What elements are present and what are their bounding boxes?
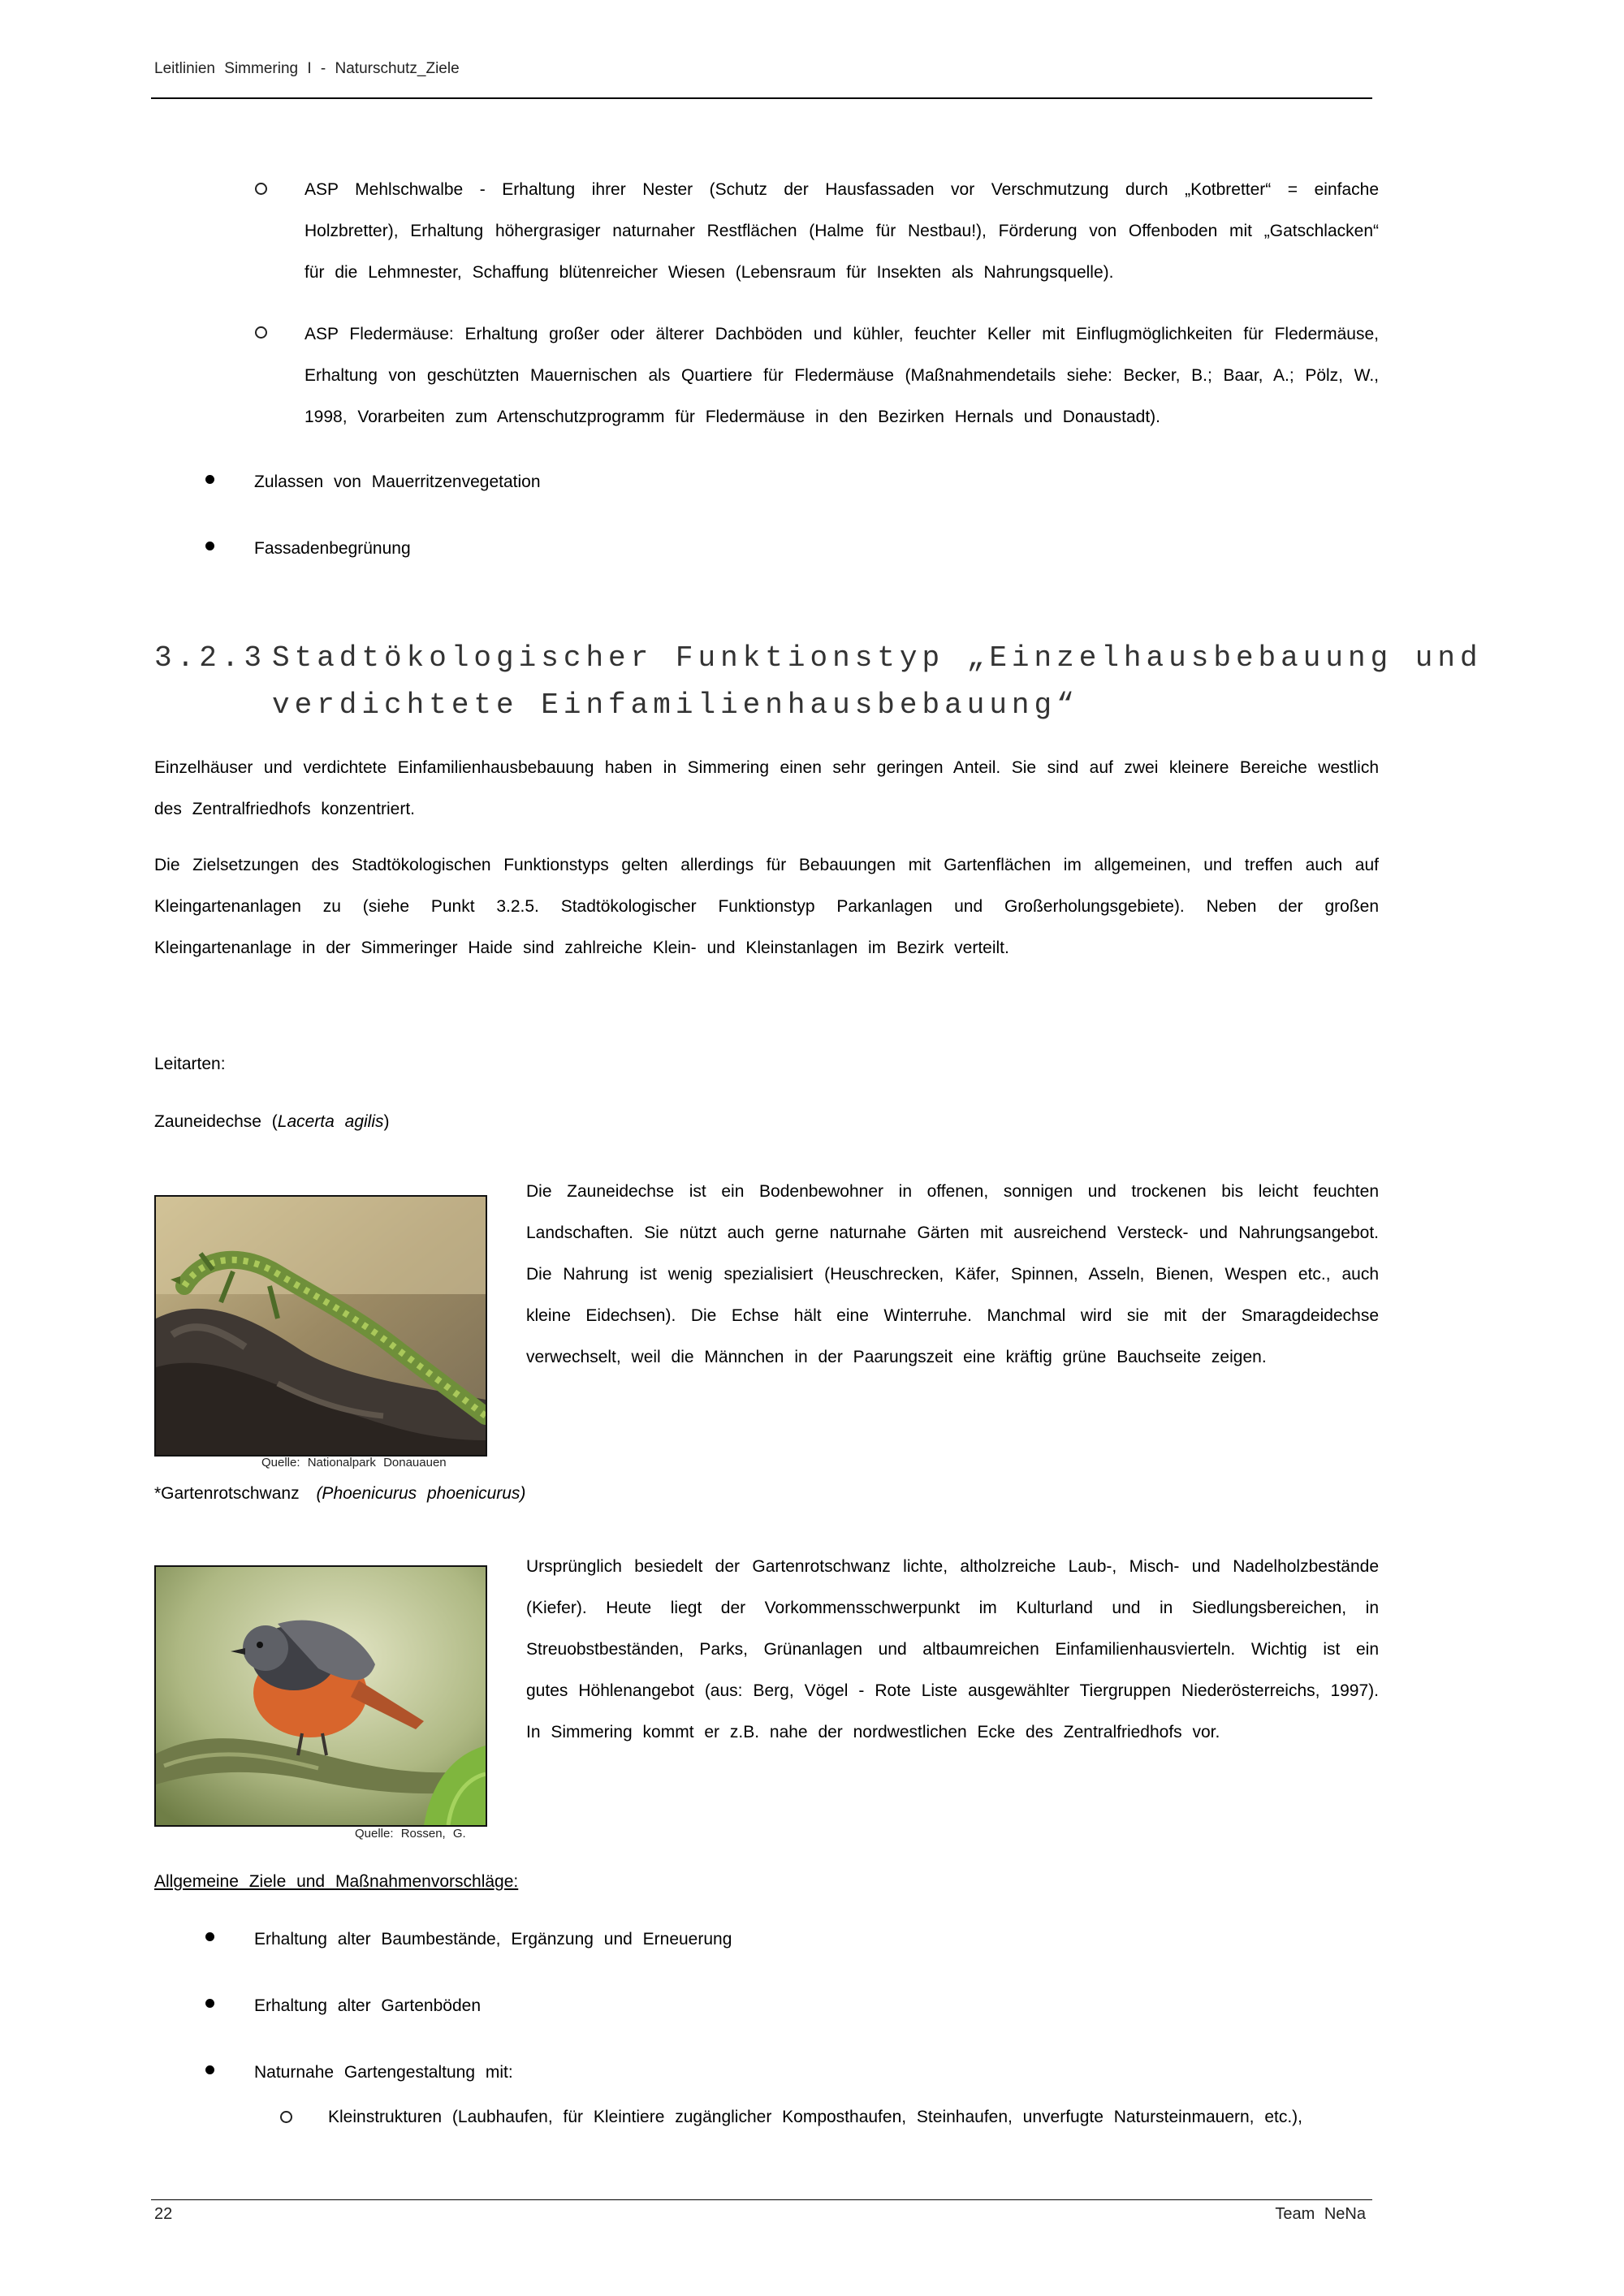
species-title (154, 1484, 525, 1504)
photo-caption: Quelle: Rossen, G. (355, 1827, 466, 1841)
goals-heading: Allgemeine Ziele und Maßnahmenvorschläge: (154, 1872, 519, 1891)
species-name: *Gartenrotschwanz (154, 1484, 300, 1503)
list-item: Erhaltung alter Gartenböden (254, 1996, 482, 2015)
bullet-icon (205, 475, 214, 484)
header-divider (151, 97, 1372, 99)
bullet-icon (205, 2065, 214, 2074)
circle-bullet-icon (255, 326, 267, 339)
species-name: Zauneidechse (154, 1112, 261, 1131)
footer-divider (151, 2199, 1372, 2200)
list-item: Fassadenbegrünung (254, 539, 411, 558)
list-item: ASP Fledermäuse: Erhaltung großer oder älterer Dachböden und kühler, feuchter Keller mit Einflugmöglichkeiten für Fledermäuse, Erhaltung von geschützten Mauernischen als Quartiere für Fledermäuse (Maßnahmendetails siehe: Becker, B.; Baar, A.; Pölz, W., 1998, Vorarbeiten zum Artenschutzprogramm für Fledermäuse in den Bezirken Hernals und Donaustadt). (304, 325, 1379, 426)
paragraph: Einzelhäuser und verdichtete Einfamilienhausbebauung haben in Simmering einen sehr geringen Anteil. Sie sind auf zwei kleinere Bereiche westlich des Zentralfriedhofs konzentriert. (154, 758, 1379, 818)
section-title-continued: verdichtete Einfamilienhausbebauung“ (272, 688, 1079, 722)
list-item: Erhaltung alter Baumbestände, Ergänzung und Erneuerung (254, 1930, 732, 1949)
bullet-icon (205, 1932, 214, 1941)
circle-bullet-icon (255, 183, 267, 195)
section-title: Stadtökologischer Funktionstyp „Einzelhausbebauung und (272, 641, 1483, 675)
list-item: Naturnahe Gartengestaltung mit: (254, 2063, 513, 2082)
paragraph: Die Zielsetzungen des Stadtökologischen Funktionstyps gelten allerdings für Bebauungen mit Gartenflächen im allgemeinen, und treffen auch auf Kleingartenanlagen zu (siehe Punkt 3.2.5. Stadtökologischer Funktionstyp Parkanlagen und Großerholungsgebiete). Neben der großen Kleingartenanlage in der Simmeringer Haide sind zahlreiche Klein- und Kleinstanlagen im Bezirk verteilt. (154, 856, 1379, 957)
page-number: 22 (154, 2205, 173, 2223)
header-title: Leitlinien Simmering I - Naturschutz_Ziele (154, 60, 460, 77)
list-item: ASP Mehlschwalbe - Erhaltung ihrer Nester (Schutz der Hausfassaden vor Verschmutzung durch „Kotbretter“ = einfache Holzbretter), Erhaltung höhergrasiger naturnaher Restflächen (Halme für Nestbau!), Förderung von Offenboden mit „Gatschlacken“ für die Lehmnester, Schaffung blütenreicher Wiesen (Lebensraum für Insekten als Nahrungsquelle). (304, 180, 1379, 282)
photo-caption: Quelle: Nationalpark Donauauen (261, 1456, 447, 1470)
species-description: Die Zauneidechse ist ein Bodenbewohner in offenen, sonnigen und trockenen bis leicht feuchten Landschaften. Sie nützt auch gerne naturnahe Gärten mit ausreichend Versteck- und Nahrungsangebot. Die Nahrung ist wenig spezialisiert (Heuschrecken, Käfer, Spinnen, Asseln, Bienen, Wespen etc., auch kleine Eidechsen). Die Echse hält eine Winterruhe. Manchmal wird sie mit der Smaragdeidechse verwechselt, weil die Männchen in der Paarungszeit eine kräftig grüne Bauchseite zeigen. (526, 1182, 1379, 1366)
species-latin-name: (Phoenicurus phoenicurus) (316, 1484, 526, 1503)
sub-list-item: Kleinstrukturen (Laubhaufen, für Kleintiere zugänglicher Komposthaufen, Steinhaufen, unverfugte Natursteinmauern, etc.), (328, 2108, 1303, 2126)
lizard-photo (154, 1195, 487, 1457)
leitarten-label: Leitarten: (154, 1055, 226, 1073)
bird-photo (154, 1565, 487, 1827)
bullet-icon (205, 542, 214, 550)
footer-team: Team NeNa (1275, 2205, 1366, 2223)
circle-bullet-icon (280, 2111, 292, 2123)
species-description: Ursprünglich besiedelt der Gartenrotschwanz lichte, altholzreiche Laub-, Misch- und Nadelholzbestände (Kiefer). Heute liegt der Vorkommensschwerpunkt im Kulturland und in Siedlungsbereichen, in Streuobstbeständen, Parks, Grünanlagen und altbaumreichen Einfamilienhausvierteln. Wichtig ist ein gutes Höhlenangebot (aus: Berg, Vögel - Rote Liste ausgewählter Tiergruppen Niederösterreichs, 1997). In Simmering kommt er z.B. nahe der nordwestlichen Ecke des Zentralfriedhofs vor. (526, 1557, 1379, 1741)
bullet-icon (205, 1999, 214, 2008)
species-latin-name: Lacerta agilis (277, 1112, 384, 1131)
section-number: 3.2.3 (154, 641, 267, 675)
list-item: Zulassen von Mauerritzenvegetation (254, 473, 541, 491)
species-title: Zauneidechse (Lacerta agilis) (154, 1112, 390, 1131)
